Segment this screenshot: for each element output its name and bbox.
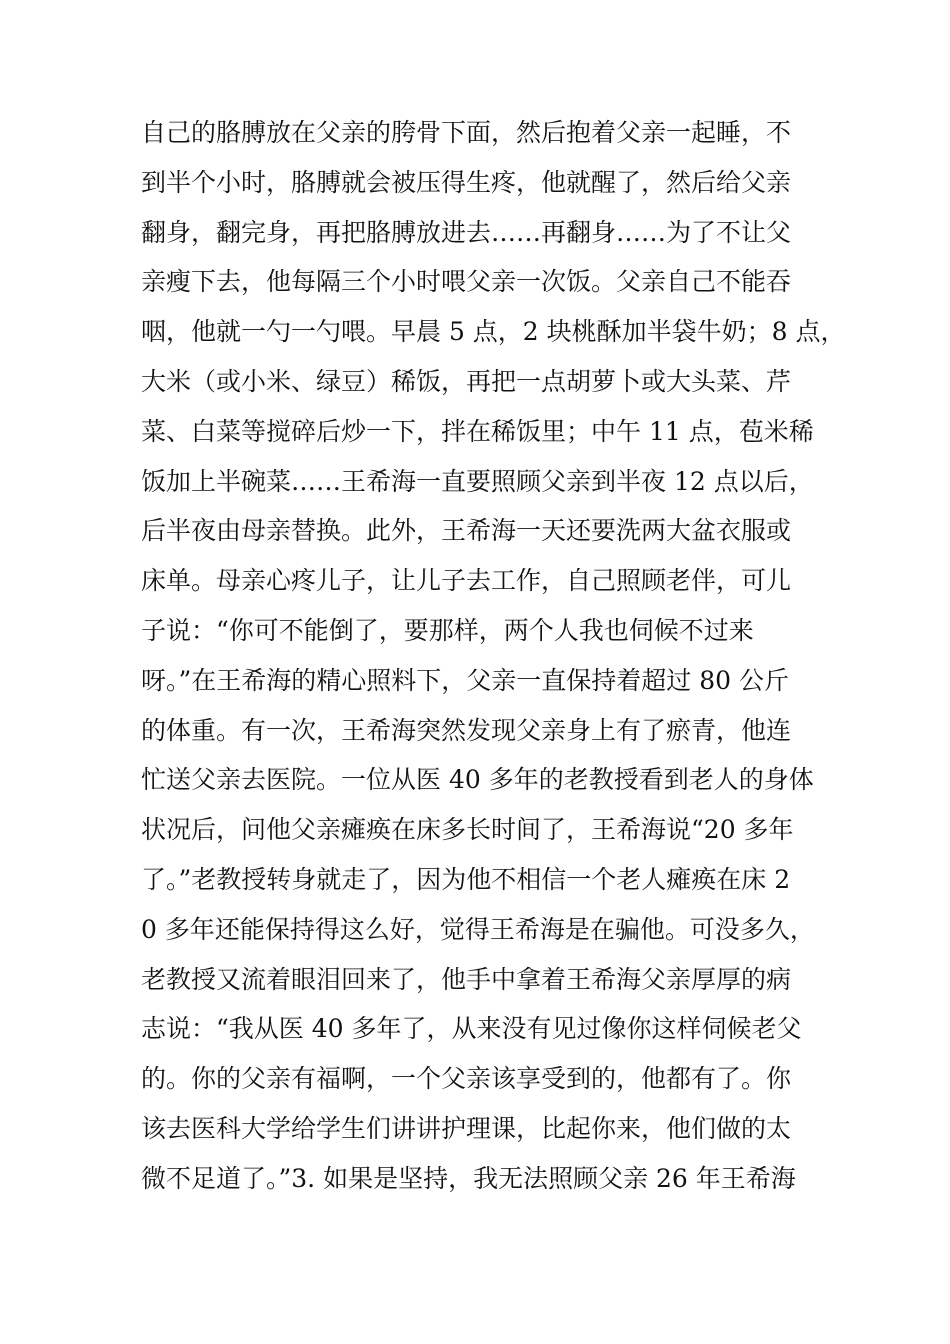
- text-line: 翻身，翻完身，再把胳膊放进去……再翻身……为了不让父: [141, 217, 792, 247]
- text-line: 志说：“我从医 40 多年了，从来没有见过像你这样伺候老父: [141, 1014, 802, 1044]
- text-line: 了。”老教授转身就走了，因为他不相信一个老人瘫痪在床 2: [141, 864, 791, 894]
- text-line: 的。你的父亲有福啊，一个父亲该享受到的，他都有了。你: [141, 1064, 792, 1094]
- text-line: 该去医科大学给学生们讲讲护理课，比起你来，他们做的太: [141, 1113, 792, 1143]
- text-line: 菜、白菜等搅碎后炒一下，拌在稀饭里；中午 11 点，苞米稀: [141, 416, 814, 446]
- text-line: 老教授又流着眼泪回来了，他手中拿着王希海父亲厚厚的病: [141, 964, 792, 994]
- text-line: 的体重。有一次，王希海突然发现父亲身上有了瘀青，他连: [141, 715, 792, 745]
- text-line: 呀。”在王希海的精心照料下，父亲一直保持着超过 80 公斤: [141, 665, 789, 695]
- text-line: 咽，他就一勺一勺喂。早晨 5 点，2 块桃酥加半袋牛奶；8 点，: [141, 317, 846, 347]
- text-line: 忙送父亲去医院。一位从医 40 多年的老教授看到老人的身体: [141, 765, 814, 795]
- text-line: 0 多年还能保持得这么好，觉得王希海是在骗他。可没多久，: [141, 914, 815, 944]
- text-line: 自己的胳膊放在父亲的胯骨下面，然后抱着父亲一起睡，不: [141, 118, 792, 147]
- text-line: 后半夜由母亲替换。此外，王希海一天还要洗两大盆衣服或: [141, 516, 792, 546]
- text-line: 大米（或小米、绿豆）稀饭，再把一点胡萝卜或大头菜、芹: [141, 366, 792, 396]
- text-line: 状况后，问他父亲瘫痪在床多长时间了，王希海说“20 多年: [141, 815, 794, 845]
- body-text: [141, 108, 846, 1204]
- text-line: 子说：“你可不能倒了，要那样，两个人我也伺候不过来: [141, 615, 754, 645]
- text-line: 亲瘦下去，他每隔三个小时喂父亲一次饭。父亲自己不能吞: [141, 267, 792, 297]
- text-line: 饭加上半碗菜……王希海一直要照顾父亲到半夜 12 点以后，: [141, 466, 814, 496]
- text-line: 到半个小时，胳膊就会被压得生疼，他就醒了，然后给父亲: [141, 167, 792, 197]
- text-line: 床单。母亲心疼儿子，让儿子去工作，自己照顾老伴，可儿: [141, 566, 792, 596]
- text-line: 微不足道了。”3. 如果是坚持，我无法照顾父亲 26 年王希海: [141, 1163, 796, 1193]
